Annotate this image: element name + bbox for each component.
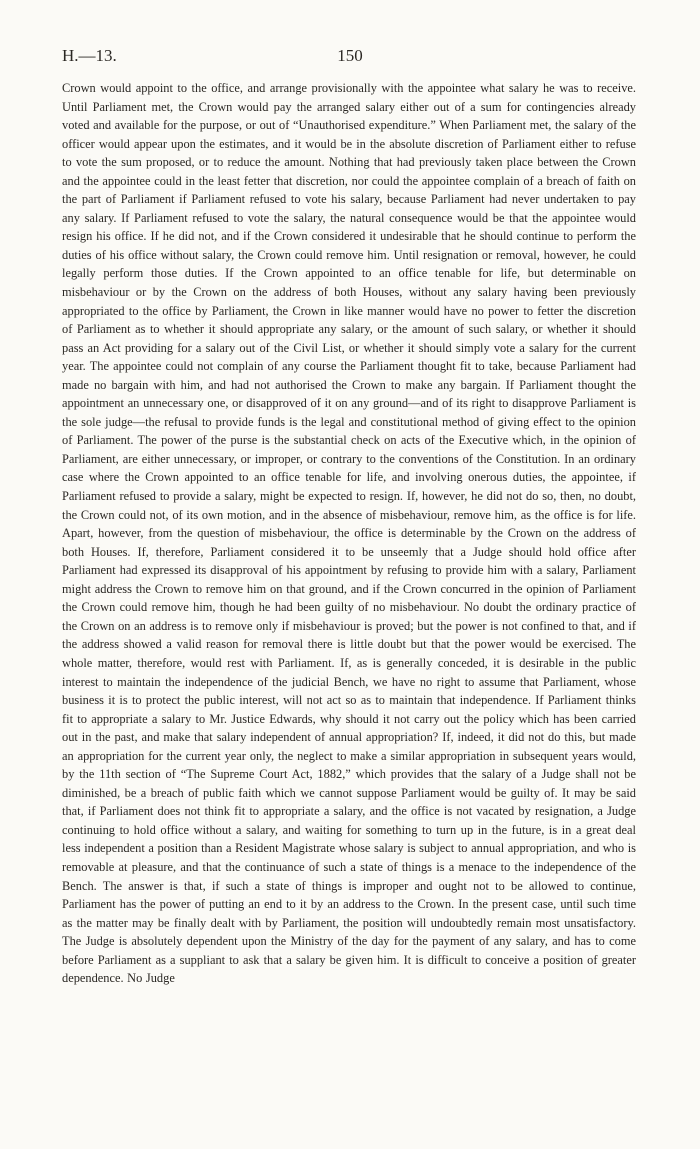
body-text [62,79,636,988]
paragraph: Crown would appoint to the office, and arrange provisionally with the appointee what salary he was to receive. Until Parliament met, the Crown would pay the arranged salary either out of a sum for contingencies already voted and available for the purpose, or out of “Unauthorised expenditure.” When Parliament met, the salary of the officer would appear upon the estimates, and it would be in the absolute discretion of Parliament either to refuse to vote the sum proposed, or to reduce the amount. Nothing that had previously taken place between the Crown and the appointee could in the least fetter that discretion, nor could the appointee complain of a breach of faith on the part of Parliament if Parliament refused to vote his salary, because Parliament had never undertaken to pay any salary. If Parliament refused to vote the salary, the natural consequence would be that the appointee would resign his office. If he did not, and if the Crown considered it undesirable that he should continue to perform the duties of his office without salary, the Crown could remove him. Until resignation or removal, however, he could legally perform those duties. If the Crown appointed to an office tenable for life, but determinable on misbehaviour or by the Crown on the address of both Houses, without any salary having been previously appropriated to the office by Parliament, the Crown in like manner would have no power to fetter the discretion of Parliament as to whether it should appropriate any salary, or the amount of such salary, or whether it should pass an Act providing for a salary out of the Civil List, or whether it should simply vote a salary for the current year. The appointee could not complain of any course the Parliament thought fit to take, because Parliament had made no bargain with him, and had not authorised the Crown to make any bargain. If Parliament thought the appointment an unnecessary one, or disapproved of it on any ground—and of its right to disapprove Parliament is the sole judge—the refusal to provide funds is the legal and constitutional method of giving effect to the opinion of Parliament. The power of the purse is the substantial check on acts of the Executive which, in the opinion of Parliament, are either unnecessary, or improper, or contrary to the conventions of the Constitution. In an ordinary case where the Crown appointed to an office tenable for life, and involving onerous duties, the appointee, if Parliament refused to provide a salary, might be expected to resign. If, however, he did not do so, then, no doubt, the Crown could not, of its own motion, and in the absence of misbehaviour, remove him, as the office is for life. Apart, however, from the question of misbehaviour, the office is determinable by the Crown on the address of both Houses. If, therefore, Parliament considered it to be unseemly that a Judge should hold office after Parliament had expressed its disapproval of his appointment by refusing to provide him with a salary, Parliament might address the Crown to remove him on that ground, and if the Crown concurred in the opinion of Parliament the Crown could remove him, though he had been guilty of no misbehaviour. No doubt the ordinary practice of the Crown on an address is to remove only if misbehaviour is proved; but the power is not confined to that, and if the address showed a valid reason for removal there is little doubt but that the power would be exercised. The whole matter, therefore, would rest with Parliament. If, as is generally conceded, it is desirable in the public interest to maintain the independence of the judicial Bench, we have no right to assume that Parliament, whose business it is to protect the public interest, will not act so as to maintain that independence. If Parliament thinks fit to appropriate a salary to Mr. Justice Edwards, why should it not carry out the policy which has been carried out in the past, and make that salary independent of annual appropriation? If, indeed, it did not do this, but made an appropriation for the current year only, the neglect to make a similar appropriation in subsequent years would, by the 11th section of “The Supreme Court Act, 1882,” which provides that the salary of a Judge shall not be diminished, be a breach of public faith which we cannot suppose Parliament would be guilty of. It may be said that, if Parliament does not think fit to appropriate a salary, and the office is not vacated by resignation, a Judge continuing to hold office without a salary, and waiting for something to turn up in the future, is in a great deal less independent a position than a Resident Magistrate whose salary is subject to annual appropriation, and who is removable at pleasure, and that the continuance of such a state of things is a menace to the independence of the Bench. The answer is that, if such a state of things is improper and ought not to be allowed to continue, Parliament has the power of putting an end to it by an address to the Crown. In the present case, until such time as the matter may be finally dealt with by Parliament, the position will undoubtedly remain most unsatisfactory. The Judge is absolutely dependent upon the Ministry of the day for the payment of any salary, and has to come before Parliament as a suppliant to ask that a salary be given him. It is difficult to conceive a position of greater dependence. No Judge [62,81,636,986]
document-reference: H.—13. [62,46,117,65]
page-header [62,46,638,68]
page-number: 150 [337,46,363,65]
